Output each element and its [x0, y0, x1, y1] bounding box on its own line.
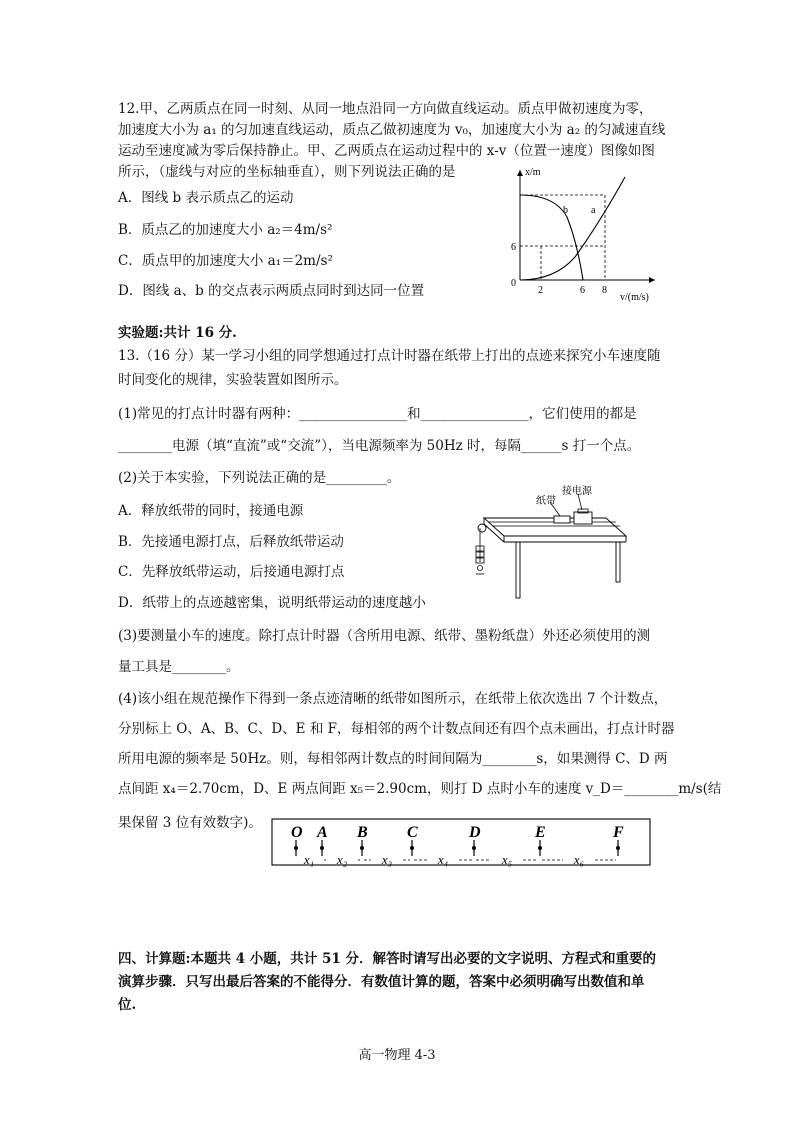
- label-tape: 纸带: [536, 496, 556, 507]
- tape-interval-label: x₆: [573, 852, 585, 867]
- curve-b: [520, 195, 583, 280]
- tape-point-label: C: [407, 824, 418, 841]
- q13-part2-option-c: C．先释放纸带运动，后接通电源打点: [118, 564, 345, 580]
- q12-stem-line-3: 运动至速度减为零后保持静止。甲、乙两质点在运动过程中的 x-v（位置一速度）图像如图: [118, 143, 655, 159]
- q13-part2-option-a: A．释放纸带的同时，接通电源: [118, 503, 304, 519]
- section-calc-line-3: 位.: [118, 997, 137, 1013]
- section-experiment-heading: 实验题:共计 16 分.: [118, 325, 237, 341]
- q13-part4-line-3: 所用电源的频率是 50Hz。则，每相邻两计数点的时间间隔为________s，如果测得 C、D 两: [118, 751, 668, 767]
- q13-part4-line-2: 分别标上 O、A、B、C、D、E 和 F，每相邻的两个计数点间还有四个点未画出，打点计时器: [118, 721, 675, 737]
- q12-option-d: D．图线 a、b 的交点表示两质点同时到达同一位置: [118, 283, 425, 299]
- q13-part3-line-2: 量工具是________。: [118, 659, 240, 675]
- tape-dot: [472, 846, 476, 850]
- q12-option-a: A．图线 b 表示质点乙的运动: [118, 190, 294, 206]
- tape-point-label: E: [535, 824, 546, 841]
- q13-part2-option-d: D．纸带上的点迹越密集，说明纸带运动的速度越小: [118, 595, 426, 611]
- tape-frame: [272, 819, 650, 865]
- x-axis-arrow: [649, 277, 655, 283]
- q13-part2-option-b: B．先接通电源打点，后释放纸带运动: [118, 534, 344, 550]
- paper-tape-figure: [270, 816, 654, 868]
- cart: [554, 516, 570, 523]
- tape-point-label: D: [469, 824, 481, 841]
- table-leg-left: [516, 542, 520, 598]
- tape-interval-label: x₁: [303, 852, 315, 867]
- x-axis-label: v/(m/s): [620, 292, 649, 302]
- tape-dot: [294, 846, 298, 850]
- y-axis-label: x/m: [525, 167, 541, 178]
- curve-a-label: a: [591, 205, 596, 216]
- tape-dot: [410, 846, 414, 850]
- q13-part3-line-1: (3)要测量小车的速度。除打点计时器（含所用电源、纸带、墨粉纸盘）外还必须使用的测: [118, 628, 651, 644]
- q12-stem-line-1: 12.甲、乙两质点在同一时刻、从同一地点沿同一方向做直线运动。质点甲做初速度为零，: [118, 101, 653, 117]
- x-tick-6: 6: [580, 285, 585, 296]
- tape-point-label: O: [291, 824, 303, 841]
- tape-point-label: B: [357, 824, 368, 841]
- x-tick-2: 2: [538, 285, 543, 296]
- curve-b-label: b: [563, 205, 568, 216]
- q13-intro-line-1: 13.（16 分）某一学习小组的同学想通过打点计时器在纸带上打出的点迹来探究小车速度随: [118, 348, 661, 364]
- tape-dot: [616, 846, 620, 850]
- label-power: 接电源: [562, 486, 592, 497]
- section-calc-line-1: 四、计算题:本题共 4 小题，共计 51 分．解答时请写出必要的文字说明、方程式和重要的: [118, 951, 656, 967]
- apparatus-figure: [466, 484, 636, 600]
- pulley: [478, 524, 486, 532]
- q13-part1-line-1: (1)常见的打点计时器有两种：________________和________________，它们使用的都是: [118, 406, 637, 422]
- xv-graph: [505, 162, 665, 302]
- tape-interval-label: x₄: [437, 852, 449, 867]
- curve-a: [520, 177, 625, 280]
- q13-part4-line-4: 点间距 x₄＝2.70cm，D、E 两点间距 x₅＝2.90cm，则打 D 点时小车的速度 v_D＝________m/s(结: [118, 781, 722, 797]
- q13-part2-question: (2)关于本实验，下列说法正确的是_________。: [118, 470, 401, 486]
- q13-part4-line-5: 果保留 3 位有效数字)。: [118, 815, 262, 831]
- tape-point-label: F: [613, 824, 624, 841]
- q12-option-b: B．质点乙的加速度大小 a₂＝4m/s²: [118, 222, 333, 238]
- q13-part4-line-1: (4)该小组在规范操作下得到一条点迹清晰的纸带如图所示，在纸带上依次选出 7 个计数点，: [118, 691, 668, 707]
- q12-stem-line-2: 加速度大小为 a₁ 的匀加速直线运动，质点乙做初速度为 v₀，加速度大小为 a₂ 的匀减速直线: [118, 122, 666, 138]
- ticker-timer: [574, 512, 592, 524]
- tape-interval-label: x₅: [501, 852, 513, 867]
- table-leg-right: [616, 542, 620, 582]
- q12-stem-line-4: 所示，（虚线与对应的坐标轴垂直），则下列说法正确的是: [118, 164, 456, 180]
- x-tick-8: 8: [602, 285, 607, 296]
- tape-dot: [360, 846, 364, 850]
- q13-part1-line-2: ________电源（填“直流”或“交流”），当电源频率为 50Hz 时，每隔______s 打一个点。: [118, 438, 641, 454]
- y-tick-6: 6: [511, 242, 516, 253]
- tape-interval-label: x₂: [336, 852, 348, 867]
- origin-label: 0: [511, 278, 516, 289]
- y-axis-arrow: [517, 170, 523, 176]
- q12-option-c: C．质点甲的加速度大小 a₁＝2m/s²: [118, 253, 333, 269]
- tape-interval-label: x₃: [381, 852, 393, 867]
- q13-intro-line-2: 时间变化的规律，实验装置如图所示。: [118, 372, 348, 388]
- section-calc-line-2: 演算步骤．只写出最后答案的不能得分．有数值计算的题，答案中必须明确写出数值和单: [118, 974, 645, 990]
- page-footer: 高一物理 4-3: [358, 1048, 436, 1063]
- tape-dot: [320, 846, 324, 850]
- tape-point-label: A: [317, 824, 328, 841]
- tape-dot: [538, 846, 542, 850]
